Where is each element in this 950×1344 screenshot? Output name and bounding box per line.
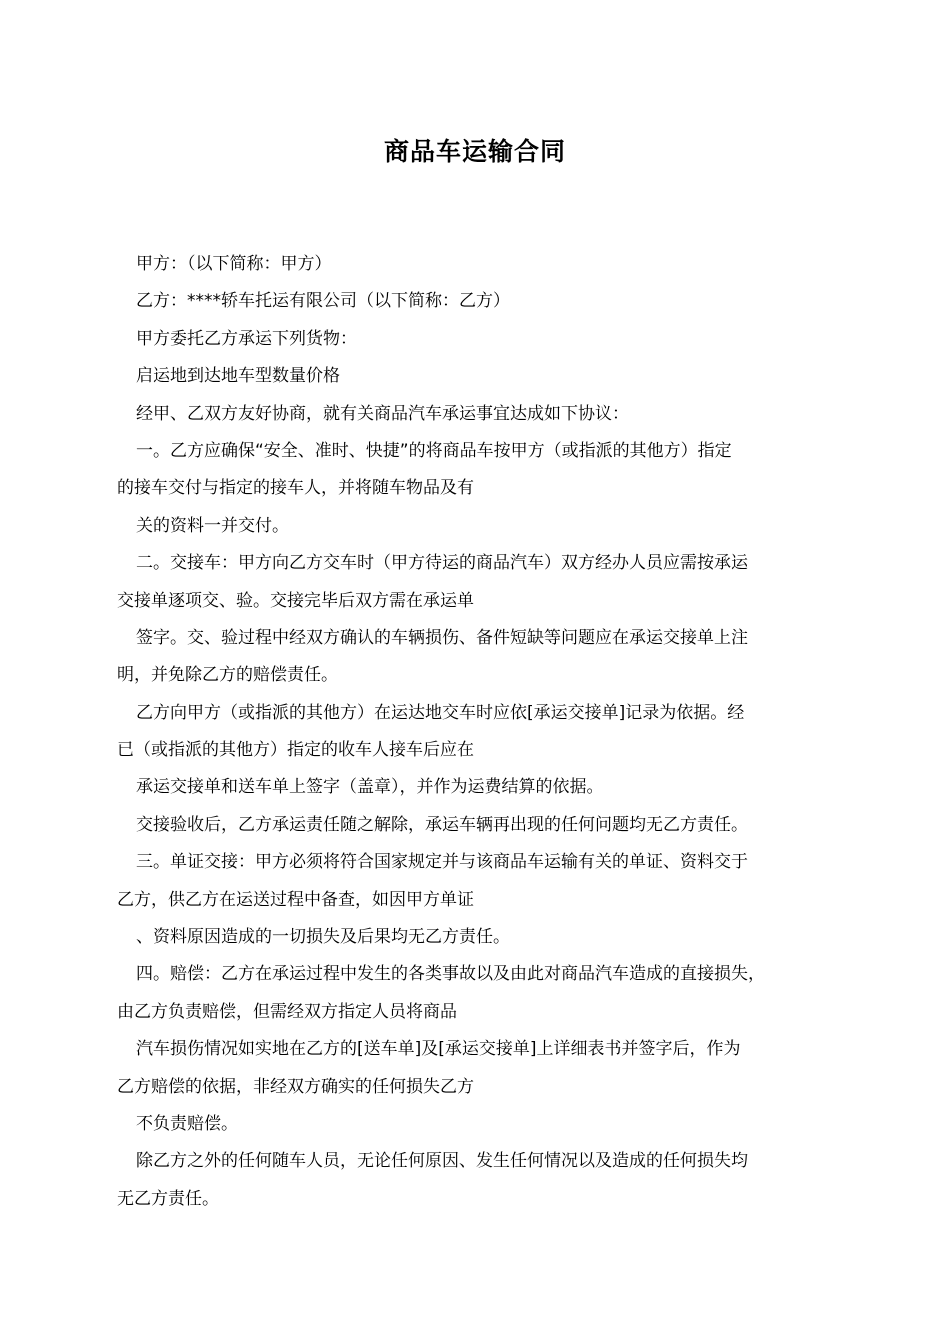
- paragraph-line: 一。乙方应确保“安全、准时、快捷”的将商品车按甲方（或指派的其他方）指定: [136, 440, 732, 461]
- paragraph-line: 甲方：（以下简称：甲方）: [136, 254, 332, 274]
- paragraph-line: 乙方：****轿车托运有限公司（以下简称：乙方）: [136, 291, 510, 312]
- paragraph-line: 乙方赔偿的依据，非经双方确实的任何损失乙方: [117, 1076, 474, 1097]
- paragraph-line: 启运地到达地车型数量价格: [136, 366, 340, 387]
- paragraph-line: 承运交接单和送车单上签字（盖章），并作为运费结算的依据。: [136, 777, 604, 798]
- paragraph-line: 不负责赔偿。: [136, 1113, 238, 1134]
- document-body: [117, 246, 837, 1218]
- paragraph-line: 无乙方责任。: [117, 1188, 219, 1209]
- paragraph-line: 已（或指派的其他方）指定的收车人接车后应在: [117, 740, 474, 761]
- paragraph-line: 关的资料一并交付。: [136, 515, 289, 536]
- paragraph-line: 二。交接车：甲方向乙方交车时（甲方待运的商品汽车）双方经办人员应需按承运: [136, 553, 748, 574]
- paragraph-line: 乙方，供乙方在运送过程中备查，如因甲方单证: [117, 889, 474, 910]
- paragraph-line: 明，并免除乙方的赔偿责任。: [117, 665, 338, 686]
- paragraph-line: 三。单证交接：甲方必须将符合国家规定并与该商品车运输有关的单证、资料交于: [136, 852, 748, 873]
- paragraph-line: 交接单逐项交、验。交接完毕后双方需在承运单: [117, 590, 474, 611]
- paragraph-line: 交接验收后，乙方承运责任随之解除，承运车辆再出现的任何问题均无乙方责任。: [136, 814, 748, 835]
- paragraph-line: 甲方委托乙方承运下列货物：: [136, 328, 357, 349]
- paragraph-line: 乙方向甲方（或指派的其他方）在运达地交车时应依[承运交接单]记录为依据。经: [136, 702, 745, 723]
- paragraph-line: 四。赔偿：乙方在承运过程中发生的各类事故以及由此对商品汽车造成的直接损失，: [136, 964, 765, 985]
- document-title: 商品车运输合同: [383, 137, 566, 166]
- paragraph-line: 除乙方之外的任何随车人员，无论任何原因、发生任何情况以及造成的任何损失均: [136, 1151, 748, 1172]
- paragraph-line: 汽车损伤情况如实地在乙方的[送车单]及[承运交接单]上详细表书并签字后，作为: [136, 1039, 741, 1060]
- paragraph-line: 签字。交、验过程中经双方确认的车辆损伤、备件短缺等问题应在承运交接单上注: [136, 627, 748, 648]
- paragraph-line: 、资料原因造成的一切损失及后果均无乙方责任。: [136, 927, 510, 948]
- paragraph-line: 由乙方负责赔偿，但需经双方指定人员将商品: [117, 1001, 457, 1022]
- paragraph-line: 经甲、乙双方友好协商，就有关商品汽车承运事宜达成如下协议：: [136, 403, 629, 424]
- paragraph-line: 的接车交付与指定的接车人，并将随车物品及有: [117, 478, 474, 499]
